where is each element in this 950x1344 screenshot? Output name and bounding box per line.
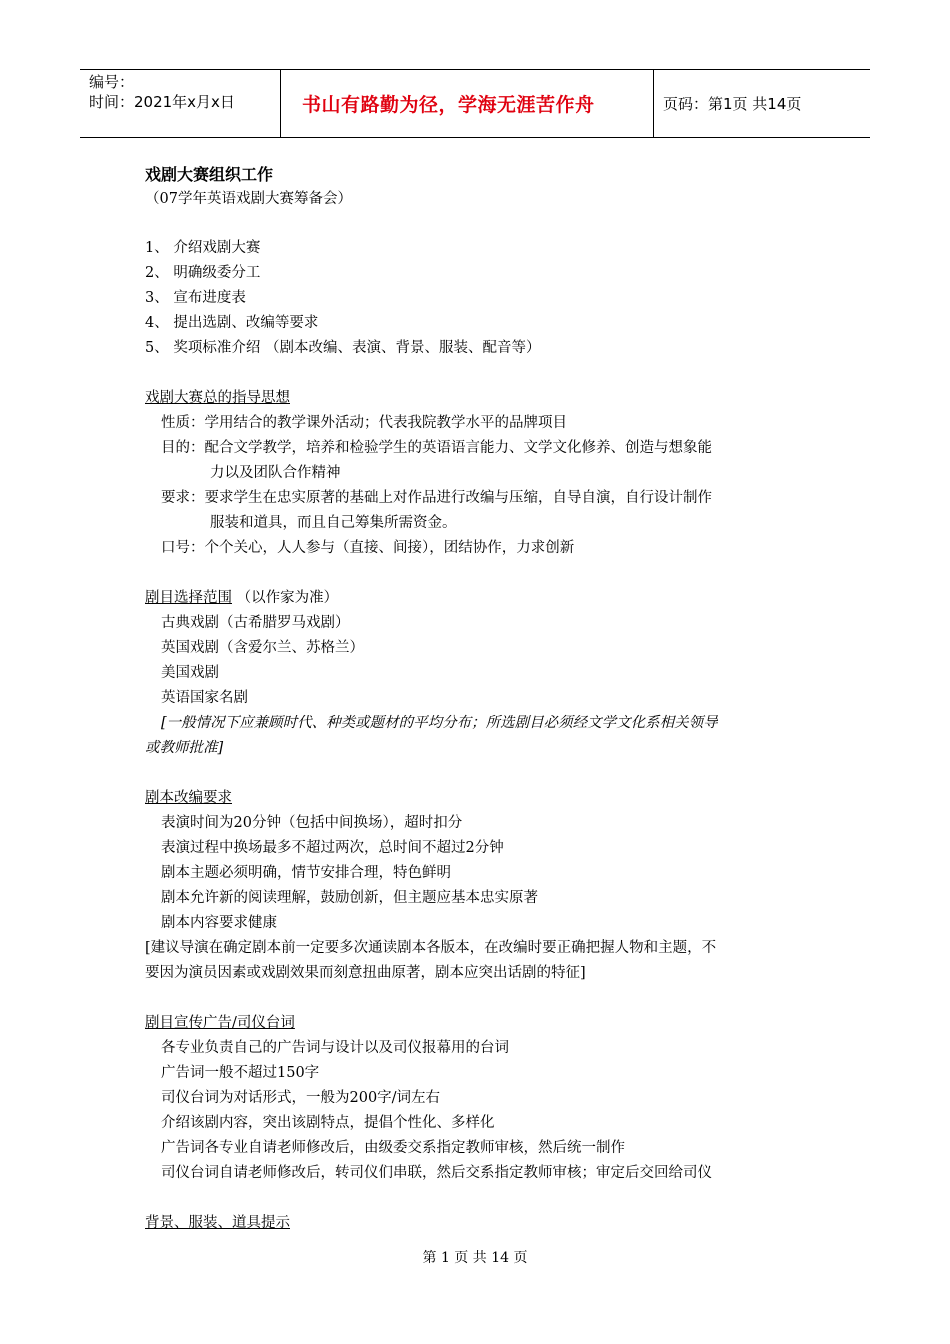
scope-item: 英国戏剧（含爱尔兰、苏格兰） bbox=[161, 640, 364, 656]
guide-nature: 性质：学用结合的教学课外活动；代表我院教学水平的品牌项目 bbox=[161, 415, 567, 431]
script-item: 表演过程中换场最多不超过两次，总时间不超过2分钟 bbox=[161, 840, 504, 856]
ads-item: 司仪台词为对话形式，一般为200字/词左右 bbox=[161, 1090, 441, 1106]
guide-require: 要求：要求学生在忠实原著的基础上对作品进行改编与压缩，自导自演，自行设计制作 bbox=[161, 490, 712, 506]
agenda-item: 2、 明确级委分工 bbox=[145, 265, 261, 281]
number-label: 编号： bbox=[89, 73, 135, 91]
guide-purpose: 目的：配合文学教学，培养和检验学生的英语语言能力、文学文化修养、创造与想象能 bbox=[161, 440, 712, 456]
guide-slogan: 口号：个个关心，人人参与（直接、间接），团结协作，力求创新 bbox=[161, 540, 575, 556]
script-item: 剧本允许新的阅读理解，鼓励创新，但主题应基本忠实原著 bbox=[161, 890, 538, 906]
agenda-item: 3、 宣布进度表 bbox=[145, 290, 246, 306]
time-label: 时间：2021年x月x日 bbox=[89, 93, 235, 111]
header-meta bbox=[80, 70, 281, 137]
script-item: 表演时间为20分钟（包括中间换场），超时扣分 bbox=[161, 815, 463, 831]
ads-item: 广告词一般不超过150字 bbox=[161, 1065, 320, 1081]
script-item: 剧本内容要求健康 bbox=[161, 915, 277, 931]
header-page-label: 页码：第1页 共14页 bbox=[663, 95, 802, 113]
agenda-item: 1、 介绍戏剧大赛 bbox=[145, 240, 261, 256]
page-header bbox=[80, 69, 870, 138]
scope-item: 美国戏剧 bbox=[161, 665, 219, 681]
guide-require-cont: 服装和道具，而且自己筹集所需资金。 bbox=[210, 515, 457, 531]
ads-item: 广告词各专业自请老师修改后，由级委交系指定教师审核，然后统一制作 bbox=[161, 1140, 625, 1156]
ads-item: 各专业负责自己的广告词与设计以及司仪报幕用的台词 bbox=[161, 1040, 509, 1056]
scope-heading: 剧目选择范围 bbox=[145, 590, 232, 606]
header-motto-cell bbox=[281, 70, 654, 137]
doc-subtitle: （07学年英语戏剧大赛筹备会） bbox=[145, 191, 352, 207]
agenda-item: 5、 奖项标准介绍 （剧本改编、表演、背景、服装、配音等） bbox=[145, 340, 541, 356]
script-note-cont: 要因为演员因素或戏剧效果而刻意扭曲原著，剧本应突出话剧的特征] bbox=[145, 965, 586, 981]
script-note: [建议导演在确定剧本前一定要多次通读剧本各版本，在改编时要正确把握人物和主题，不 bbox=[145, 940, 717, 956]
ads-heading: 剧目宣传广告/司仪台词 bbox=[145, 1015, 295, 1031]
scope-note-cont: 或教师批准] bbox=[145, 740, 224, 756]
doc-title: 戏剧大赛组织工作 bbox=[145, 165, 274, 184]
bg-heading: 背景、服装、道具提示 bbox=[145, 1215, 290, 1231]
guide-purpose-cont: 力以及团队合作精神 bbox=[210, 465, 341, 481]
ads-item: 介绍该剧内容，突出该剧特点，提倡个性化、多样化 bbox=[161, 1115, 495, 1131]
scope-item: 古典戏剧（古希腊罗马戏剧） bbox=[161, 615, 350, 631]
script-heading: 剧本改编要求 bbox=[145, 790, 232, 806]
ads-item: 司仪台词自请老师修改后，转司仪们串联，然后交系指定教师审核；审定后交回给司仪 bbox=[161, 1165, 712, 1181]
scope-note: [一般情况下应兼顾时代、种类或题材的平均分布；所选剧目必须经文学文化系相关领导 bbox=[161, 715, 718, 731]
page-footer: 第 1 页 共 14 页 bbox=[422, 1250, 528, 1266]
header-motto: 书山有路勤为径，学海无涯苦作舟 bbox=[302, 94, 595, 116]
agenda-item: 4、 提出选剧、改编等要求 bbox=[145, 315, 319, 331]
scope-heading-row bbox=[145, 586, 338, 607]
guide-heading: 戏剧大赛总的指导思想 bbox=[145, 390, 290, 406]
script-item: 剧本主题必须明确，情节安排合理，特色鲜明 bbox=[161, 865, 451, 881]
scope-heading-note: （以作家为准） bbox=[236, 590, 339, 606]
scope-item: 英语国家名剧 bbox=[161, 690, 248, 706]
